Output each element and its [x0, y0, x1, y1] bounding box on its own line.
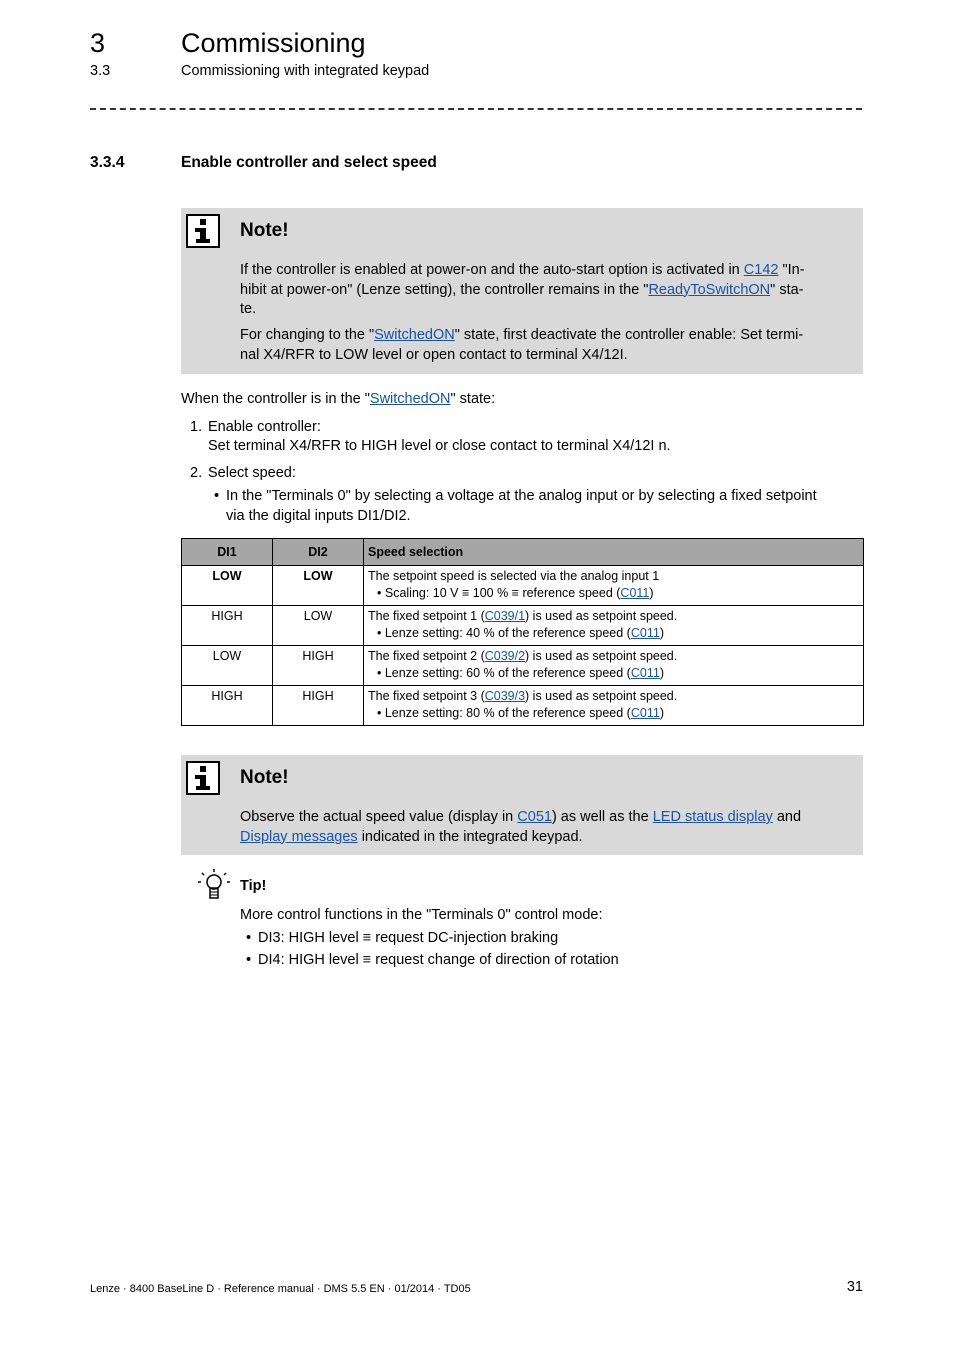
speed-selection-table [181, 538, 864, 726]
text: hibit at power-on" (Lenze setting), the controller remains in the " [240, 281, 649, 298]
text: The fixed setpoint 2 ( [368, 649, 485, 663]
subsection-title: Enable controller and select speed [181, 154, 437, 171]
text: The fixed setpoint 3 ( [368, 689, 485, 703]
text: ) as well as the [551, 809, 653, 825]
step-2-title: Select speed: [208, 465, 296, 481]
table-row [182, 646, 864, 686]
sub-bullet: • Scaling: 10 V ≡ 100 % ≡ reference speed (C011) [377, 586, 654, 600]
text: ) is used as setpoint speed. [525, 609, 678, 623]
table-row [182, 606, 864, 646]
text: If the controller is enabled at power-on and the auto-start option is activated in [240, 262, 744, 278]
note-box-2 [181, 755, 863, 855]
tip-bullet-1: DI3: HIGH level ≡ request DC-injection braking [258, 930, 559, 946]
table-row [182, 566, 864, 606]
link-c011[interactable]: C011 [630, 666, 660, 680]
step-2-bullet [226, 487, 866, 526]
cell-di2: HIGH [273, 646, 364, 686]
note-paragraph-1 [240, 261, 847, 320]
text: " sta- [770, 281, 804, 298]
bullet-icon: • [214, 488, 220, 504]
step-1-title: Enable controller: [208, 419, 321, 435]
sub-bullet: • Lenze setting: 60 % of the reference speed (C011) [377, 666, 664, 680]
table-header-row [182, 539, 864, 566]
link-display-messages[interactable]: Display messages [240, 828, 358, 845]
step-1-detail: Set terminal X4/RFR to HIGH level or close contact to terminal X4/12I n. [208, 438, 671, 454]
cell-speed-selection [364, 646, 864, 686]
text: The setpoint speed is selected via the analog input 1 [368, 569, 660, 583]
text: ) is used as setpoint speed. [525, 689, 678, 703]
text: nal X4/RFR to LOW level or open contact to terminal X4/12I. [240, 346, 628, 363]
bullet-icon: • [246, 930, 252, 946]
info-icon [186, 761, 220, 795]
note-title: Note! [240, 767, 289, 788]
link-readytoswitchon[interactable]: ReadyToSwitchON [648, 281, 771, 298]
text: ) [659, 666, 664, 680]
text: In the "Terminals 0" by selecting a voltage at the analog input or by selecting a fixed setpoint [226, 488, 817, 504]
lightbulb-icon [196, 868, 232, 902]
text: "In- [778, 262, 805, 278]
text: indicated in the integrated keypad. [357, 828, 583, 845]
text: and [772, 809, 802, 825]
cell-di2: LOW [273, 566, 364, 606]
link-switchedon-2[interactable]: SwitchedON [369, 391, 451, 407]
page-number: 31 [846, 1279, 863, 1295]
link-c039-3[interactable]: C039/3 [484, 689, 526, 703]
section-title: Commissioning with integrated keypad [181, 63, 430, 79]
column-header-di1: DI1 [182, 539, 273, 566]
tip-bullet-2: DI4: HIGH level ≡ request change of direction of rotation [258, 952, 619, 968]
step-1-number: 1. [190, 419, 203, 435]
column-header-di2: DI2 [273, 539, 364, 566]
cell-di1: LOW [182, 646, 273, 686]
step-2-number: 2. [190, 465, 203, 481]
text: " state, first deactivate the controller enable: Set termi- [454, 327, 804, 343]
note-title: Note! [240, 220, 289, 241]
chapter-title: Commissioning [181, 28, 366, 58]
info-icon [186, 214, 220, 248]
link-c039-1[interactable]: C039/1 [484, 609, 526, 623]
bullet-icon: • [246, 952, 252, 968]
text: Scaling: 10 V ≡ 100 % ≡ reference speed ( [384, 586, 621, 600]
sub-bullet: • Lenze setting: 80 % of the reference speed (C011) [377, 706, 664, 720]
header-divider [90, 108, 862, 110]
text: ) [659, 626, 664, 640]
column-header-speed-selection: Speed selection [364, 539, 864, 566]
link-c142[interactable]: C142 [743, 262, 779, 278]
intro-text [181, 390, 495, 410]
text: The fixed setpoint 1 ( [368, 609, 485, 623]
text: For changing to the " [240, 327, 375, 343]
text: Lenze setting: 40 % of the reference speed ( [384, 626, 631, 640]
note-box-1 [181, 208, 863, 374]
cell-di2: HIGH [273, 686, 364, 726]
note-paragraph-2 [240, 326, 847, 365]
text [368, 608, 859, 625]
tip-intro: More control functions in the "Terminals 0" control mode: [240, 907, 603, 923]
cell-di1: HIGH [182, 686, 273, 726]
text: When the controller is in the " [181, 391, 370, 407]
text: Observe the actual speed value (display in [240, 809, 518, 825]
text: via the digital inputs DI1/DI2. [226, 507, 411, 524]
section-number: 3.3 [90, 63, 111, 79]
link-c011[interactable]: C011 [630, 706, 660, 720]
text: Lenze setting: 60 % of the reference speed ( [384, 666, 631, 680]
link-c039-2[interactable]: C039/2 [484, 649, 526, 663]
text: " state: [450, 391, 496, 407]
cell-speed-selection [364, 606, 864, 646]
text: Lenze setting: 80 % of the reference speed ( [384, 706, 631, 720]
link-switchedon[interactable]: SwitchedON [374, 327, 455, 343]
text: ) [649, 586, 654, 600]
cell-speed-selection [364, 686, 864, 726]
text: te. [240, 301, 257, 317]
cell-speed-selection [364, 566, 864, 606]
link-c011[interactable]: C011 [630, 626, 660, 640]
cell-di1: LOW [182, 566, 273, 606]
cell-di1: HIGH [182, 606, 273, 646]
note-paragraph [240, 808, 847, 847]
link-c011[interactable]: C011 [620, 586, 650, 600]
text: ) is used as setpoint speed. [525, 649, 678, 663]
table-row [182, 686, 864, 726]
text [368, 648, 859, 665]
text: ) [659, 706, 664, 720]
chapter-number: 3 [90, 28, 106, 58]
link-c051[interactable]: C051 [517, 809, 552, 825]
sub-bullet: • Lenze setting: 40 % of the reference speed (C011) [377, 626, 664, 640]
cell-di2: LOW [273, 606, 364, 646]
subsection-number: 3.3.4 [90, 154, 125, 171]
text [368, 688, 859, 705]
link-led-status-display[interactable]: LED status display [652, 809, 773, 825]
tip-title: Tip! [240, 878, 267, 894]
footer-text: Lenze · 8400 BaseLine D · Reference manual · DMS 5.5 EN · 01/2014 · TD05 [90, 1283, 471, 1295]
